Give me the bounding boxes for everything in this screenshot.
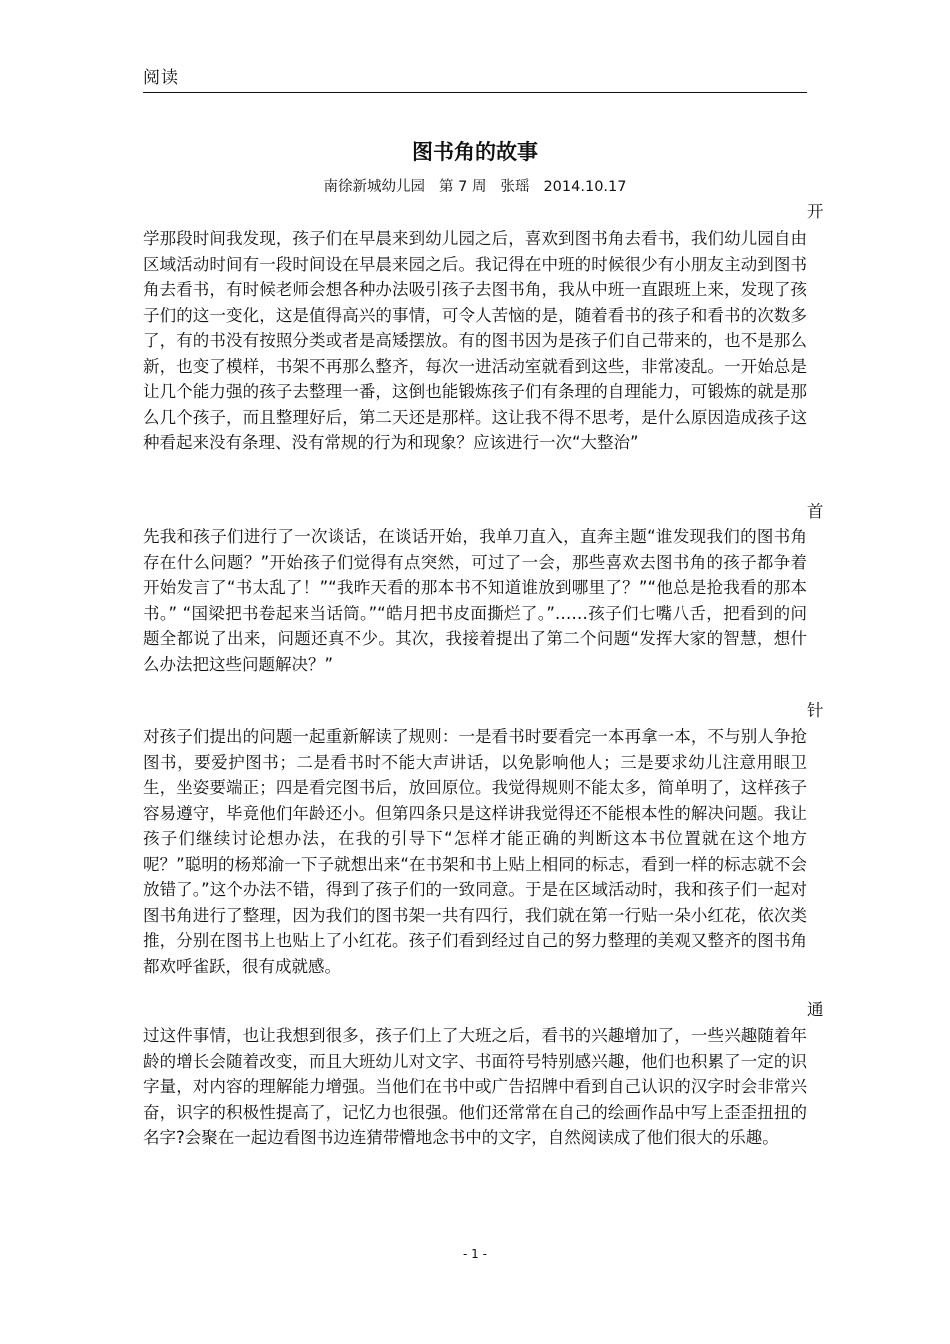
paragraph-4-lead-char: 通 <box>807 1000 824 1019</box>
paragraph-2-lead-char: 首 <box>807 502 824 521</box>
article-byline <box>143 177 807 197</box>
byline-date: 2014.10.17 <box>543 179 627 195</box>
page-header <box>143 66 807 93</box>
paragraph-3-lead-char: 针 <box>807 701 824 720</box>
paragraph-3: 对孩子们提出的问题一起重新解读了规则：一是看书时要看完一本再拿一本，不与别人争抢图书，要爱护图书；二是看书时不能大声讲话，以免影响他人；三是要求幼儿注意用眼卫生，坐姿要端正；四是看完图书后，放回原位。我觉得规则不能太多，简单明了，这样孩子容易遵守，毕竟他们年龄还小。但第四条只是这样讲我觉得还不能根本性的解决问题。我让孩子们继续讨论想办法，在我的引导下“怎样才能正确的判断这本书位置就在这个地方呢？”聪明的杨郑渝一下子就想出来“在书架和书上贴上相同的标志，看到一样的标志就不会放错了。”这个办法不错，得到了孩子们的一致同意。于是在区域活动时，我和孩子们一起对图书角进行了整理，因为我们的图书架一共有四行，我们就在第一行贴一朵小红花，依次类推，分别在图书上也贴上了小红花。孩子们看到经过自己的努力整理的美观又整齐的图书角都欢呼雀跃，很有成就感。 <box>143 727 807 976</box>
byline-school: 南徐新城幼儿园 <box>323 179 425 195</box>
header-label: 阅读 <box>143 68 179 88</box>
byline-week: 第 7 周 <box>439 179 487 195</box>
paragraph-1: 学那段时间我发现，孩子们在早晨来到幼儿园之后，喜欢到图书角去看书，我们幼儿园自由区域活动时间有一段时间设在早晨来园之后。我记得在中班的时候很少有小朋友主动到图书角去看书，有时候老师会想各种办法吸引孩子去图书角，我从中班一直跟班上来，发现了孩子们的这一变化，这是值得高兴的事情，可令人苦恼的是，随着看书的孩子和看书的次数多了，有的书没有按照分类或者是高矮摆放。有的图书因为是孩子们自己带来的，也不是那么新，也变了模样，书架不再那么整齐，每次一进活动室就看到这些，非常凌乱。一开始总是让几个能力强的孩子去整理一番，这倒也能锻炼孩子们有条理的自理能力，可锻炼的就是那么几个孩子，而且整理好后，第二天还是那样。这让我不得不思考，是什么原因造成孩子这种看起来没有条理、没有常规的行为和现象？应该进行一次“大整治” <box>143 229 807 452</box>
paragraph-4: 过这件事情，也让我想到很多，孩子们上了大班之后，看书的兴趣增加了，一些兴趣随着年龄的增长会随着改变，而且大班幼儿对文字、书面符号特别感兴趣，他们也积累了一定的识字量，对内容的理解能力增强。当他们在书中或广告招牌中看到自己认识的汉字时会非常兴奋，识字的积极性提高了，记忆力也很强。他们还常常在自己的绘画作品中写上歪歪扭扭的名字?会聚在一起边看图书边连猜带懵地念书中的文字，自然阅读成了他们很大的乐趣。 <box>143 1026 807 1147</box>
byline-author: 张瑶 <box>500 179 530 195</box>
page-number: - 1 - <box>463 1247 487 1261</box>
article-title: 图书角的故事 <box>412 140 538 164</box>
paragraph-1-lead-char: 开 <box>807 202 824 221</box>
paragraph-2: 先我和孩子们进行了一次谈话，在谈话开始，我单刀直入，直奔主题“谁发现我们的图书角存在什么问题？”开始孩子们觉得有点突然，可过了一会，那些喜欢去图书角的孩子都争着开始发言了“书太乱了！”“我昨天看的那本书不知道谁放到哪里了？”“他总是抢我看的那本书。” “国梁把书卷起来当话筒。”“皓月把书皮面撕烂了。”……孩子们七嘴八舌，把看到的问题全都说了出来，问题还真不少。其次，我接着提出了第二个问题“发挥大家的智慧，想什么办法把这些问题解决？” <box>143 527 807 674</box>
